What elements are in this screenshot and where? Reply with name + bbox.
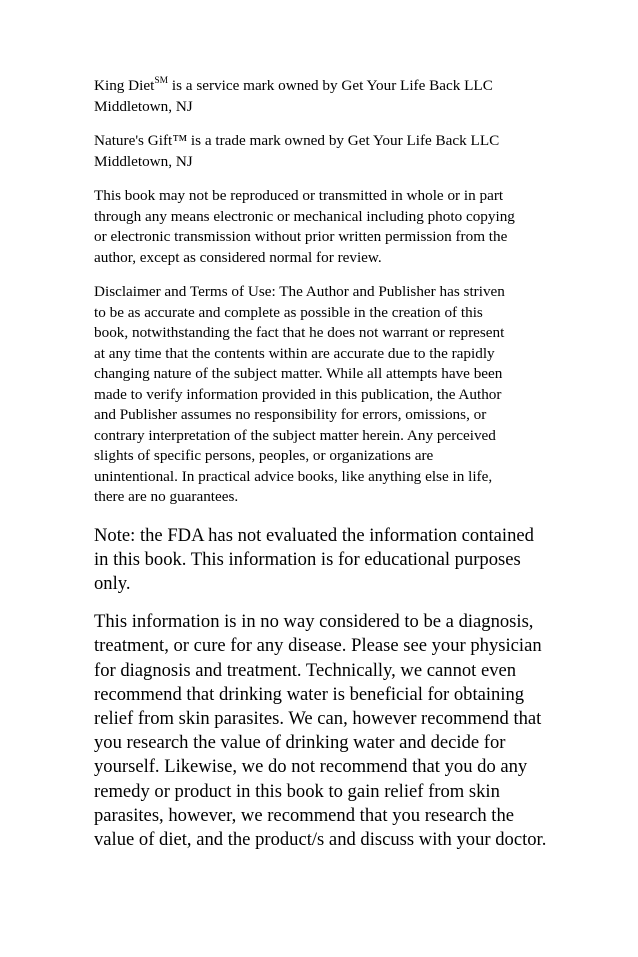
- text-line: or electronic transmission without prior written permission from the: [94, 228, 508, 245]
- text-line: made to verify information provided in this publication, the Author: [94, 385, 502, 403]
- king-diet-name: King Diet: [94, 77, 155, 94]
- natures-gift-location: Middletown, NJ: [94, 152, 193, 170]
- text-line: contrary interpretation of the subject matter herein. Any perceived: [94, 426, 496, 444]
- text-line: changing nature of the subject matter. While all attempts have been: [94, 365, 503, 382]
- text-line: yourself. Likewise, we do not recommend that you do any: [94, 756, 528, 778]
- text-line: only.: [94, 572, 131, 594]
- text-line: for diagnosis and treatment. Technically, we cannot even: [94, 659, 517, 681]
- disclaimer-paragraph: [94, 282, 594, 508]
- text-line: there are no guarantees.: [94, 488, 239, 505]
- text-line: remedy or product in this book to gain relief from skin: [94, 780, 500, 802]
- king-diet-statement: is a service mark owned by Get Your Life Back LLC: [168, 77, 493, 94]
- text-line: Disclaimer and Terms of Use: The Author and Publisher has striven: [94, 283, 505, 300]
- service-mark-superscript: SM: [154, 75, 169, 86]
- text-line: in this book. This information is for educational purposes: [94, 548, 521, 570]
- text-line: through any means electronic or mechanical including photo copying: [94, 207, 515, 225]
- text-line: relief from skin parasites. We can, however recommend that: [94, 707, 542, 729]
- text-line: at any time that the contents within are accurate due to the rapidly: [94, 344, 495, 362]
- king-diet-line: [94, 76, 594, 97]
- text-line: treatment, or cure for any disease. Please see your physician: [94, 635, 542, 657]
- natures-gift-trademark-paragraph: [94, 131, 594, 172]
- natures-gift-line: Nature's Gift™ is a trade mark owned by Get Your Life Back LLC: [94, 132, 500, 149]
- text-line: parasites, however, we recommend that you research the: [94, 804, 515, 826]
- fda-note-paragraph: [94, 524, 594, 597]
- text-line: Note: the FDA has not evaluated the information contained: [94, 524, 534, 546]
- text-line: book, notwithstanding the fact that he does not warrant or represent: [94, 324, 505, 341]
- text-line: you research the value of drinking water and decide for: [94, 732, 506, 754]
- text-line: and Publisher assumes no responsibility for errors, omissions, or: [94, 406, 487, 423]
- king-diet-location: Middletown, NJ: [94, 97, 193, 115]
- text-line: This information is in no way considered to be a diagnosis,: [94, 611, 534, 633]
- document-page: [94, 76, 594, 852]
- text-line: author, except as considered normal for review.: [94, 248, 382, 266]
- king-diet-service-mark-paragraph: [94, 76, 594, 117]
- text-line: This book may not be reproduced or transmitted in whole or in part: [94, 187, 504, 204]
- text-line: value of diet, and the product/s and discuss with your doctor.: [94, 828, 547, 850]
- medical-notice-paragraph: [94, 610, 594, 852]
- text-line: to be as accurate and complete as possible in the creation of this: [94, 303, 483, 321]
- text-line: slights of specific persons, peoples, or organizations are: [94, 447, 434, 464]
- text-line: unintentional. In practical advice books, like anything else in life,: [94, 467, 493, 485]
- text-line: recommend that drinking water is beneficial for obtaining: [94, 683, 525, 705]
- copyright-paragraph: [94, 186, 594, 268]
